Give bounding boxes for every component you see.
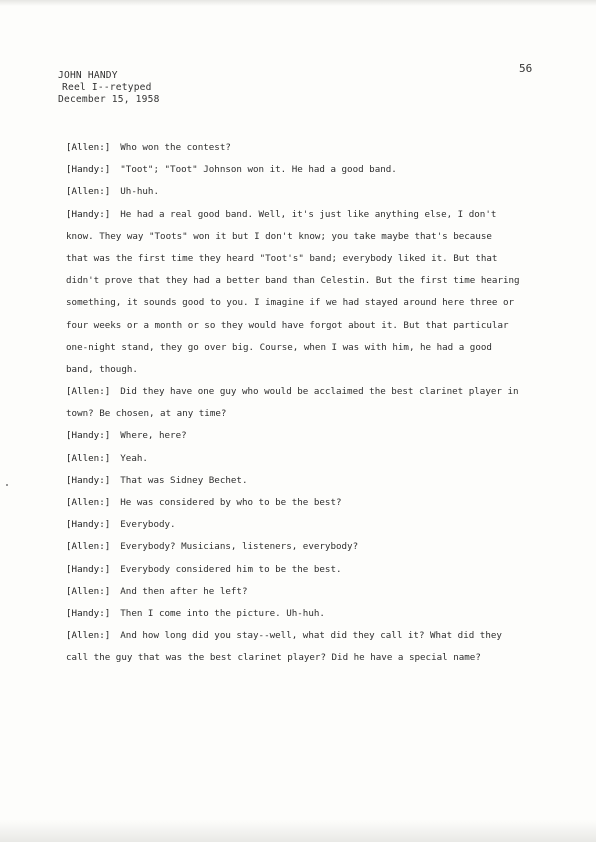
speaker-label: [Handy:]: [66, 430, 111, 442]
line-text: "Toot"; "Toot" Johnson won it. He had a good band.: [120, 164, 397, 176]
transcript-line: [66, 625, 566, 647]
transcript-line: [66, 359, 566, 381]
speaker-label: [Handy:]: [66, 474, 111, 486]
line-text: didn't prove that they had a better band than Celestin. But the first time hearing: [66, 275, 520, 287]
speaker-label: [Handy:]: [66, 519, 111, 531]
transcript-line: [66, 536, 566, 558]
transcript-line: [66, 581, 566, 603]
transcript-line: [66, 425, 566, 447]
line-text: Everybody.: [120, 519, 176, 531]
speaker-label: [Allen:]: [66, 497, 111, 508]
speaker-label: [Allen:]: [66, 541, 111, 553]
line-text: He was considered by who to be the best?: [120, 497, 342, 508]
line-text: something, it sounds good to you. I imagine if we had stayed around here three or: [66, 297, 515, 309]
transcript-line: [66, 292, 566, 314]
page-number: 56: [519, 62, 533, 75]
speaker-label: [Handy:]: [66, 208, 111, 220]
line-text: town? Be chosen, at any time?: [66, 408, 227, 420]
document-header: [58, 70, 160, 106]
interview-date: December 15, 1958: [58, 94, 160, 105]
page-bottom-edge: [0, 820, 596, 842]
transcript-line: [66, 137, 566, 159]
transcript-line: [66, 381, 566, 403]
speaker-label: [Allen:]: [66, 452, 111, 464]
transcript-line: [66, 448, 566, 470]
line-text: Then I come into the picture. Uh-huh.: [120, 607, 325, 619]
speaker-label: [Handy:]: [66, 563, 111, 575]
line-text: Everybody considered him to be the best.: [120, 563, 342, 575]
line-text: Everybody? Musicians, listeners, everybody?: [120, 541, 359, 553]
transcript-line: [66, 315, 566, 337]
line-text: He had a real good band. Well, it's just like anything else, I don't: [120, 208, 497, 220]
line-text: That was Sidney Bechet.: [120, 474, 248, 486]
speaker-label: [Allen:]: [66, 386, 111, 398]
margin-mark: [6, 484, 8, 486]
line-text: call the guy that was the best clarinet player? Did he have a special name?: [66, 652, 481, 664]
speaker-label: [Allen:]: [66, 186, 111, 198]
reel-label: Reel I--retyped: [62, 82, 152, 93]
interviewee-name: JOHN HANDY: [58, 70, 118, 81]
line-text: Did they have one guy who would be acclaimed the best clarinet player in: [120, 386, 519, 398]
speaker-label: [Allen:]: [66, 630, 111, 642]
speaker-label: [Handy:]: [66, 607, 111, 619]
transcript-line: [66, 492, 566, 514]
transcript-line: [66, 159, 566, 181]
speaker-label: [Allen:]: [66, 142, 111, 153]
line-text: four weeks or a month or so they would have forgot about it. But that particular: [66, 319, 509, 331]
transcript-line: [66, 603, 566, 625]
line-text: Where, here?: [120, 430, 187, 442]
line-text: And then after he left?: [120, 585, 248, 597]
transcript-line: [66, 204, 566, 226]
line-text: one-night stand, they go over big. Course, when I was with him, he had a good: [66, 341, 492, 353]
transcript-line: [66, 470, 566, 492]
transcript-body: [66, 137, 566, 670]
line-text: band, though.: [66, 363, 138, 375]
line-text: that was the first time they heard "Toot's" band; everybody liked it. But that: [66, 252, 498, 264]
speaker-label: [Handy:]: [66, 164, 111, 176]
transcript-line: [66, 181, 566, 203]
transcript-line: [66, 559, 566, 581]
line-text: Who won the contest?: [120, 142, 231, 153]
line-text: And how long did you stay--well, what did they call it? What did they: [120, 630, 502, 642]
line-text: Uh-huh.: [120, 186, 159, 198]
line-text: Yeah.: [120, 452, 148, 464]
line-text: know. They way "Toots" won it but I don't know; you take maybe that's because: [66, 230, 492, 242]
transcript-line: [66, 226, 566, 248]
transcript-line: [66, 647, 566, 669]
transcript-line: [66, 270, 566, 292]
transcript-line: [66, 337, 566, 359]
transcript-line: [66, 248, 566, 270]
page-top-edge: [0, 0, 596, 6]
transcript-line: [66, 403, 566, 425]
speaker-label: [Allen:]: [66, 585, 111, 597]
transcript-line: [66, 514, 566, 536]
